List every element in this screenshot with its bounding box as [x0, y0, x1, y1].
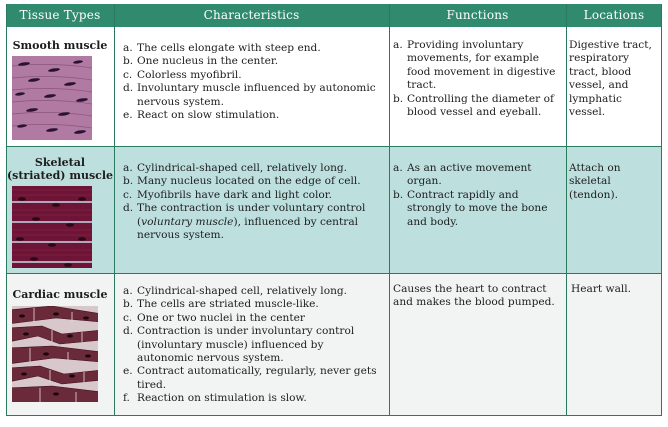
grid-line — [6, 415, 662, 416]
characteristics-list — [123, 42, 381, 122]
list-item: d. Involuntary muscle influenced by autonomic nervous system. — [123, 82, 376, 108]
smooth-muscle-tissue-icon — [12, 56, 92, 140]
list-item: b. Controlling the diameter of blood vessel and eyeball. — [393, 92, 554, 119]
list-item: b. Many nucleus located on the edge of cell. — [123, 175, 361, 188]
list-item: f. Reaction on stimulation is slow. — [123, 392, 307, 405]
grid-line — [6, 273, 662, 274]
header-characteristics: Characteristics — [203, 8, 300, 22]
skeletal-muscle-tissue-icon — [12, 186, 92, 268]
grid-line — [566, 4, 567, 416]
grid-line — [6, 4, 7, 416]
cardiac-muscle-tissue-icon — [12, 306, 98, 402]
list-item: c. Myofibrils have dark and light color. — [123, 188, 333, 201]
header-locations: Locations — [583, 8, 645, 22]
list-item: d. Contraction is under involuntary control (involuntary muscle) influenced by autonomic nervous system. — [123, 325, 355, 365]
functions-list — [393, 162, 558, 229]
list-item: a. Cylindrical-shaped cell, relatively long. — [123, 285, 348, 297]
skeletal-muscle-tissue-image — [12, 186, 92, 268]
list-item: e. Contract automatically, regularly, never gets tired. — [123, 365, 377, 391]
list-item: d. The contraction is under voluntary control (voluntary muscle), influenced by central nervous system. — [123, 202, 366, 242]
grid-line — [661, 4, 662, 416]
locations-text: Attach on skeletal (tendon). — [569, 162, 621, 201]
functions-text: Causes the heart to contract and makes the blood pumped. — [393, 283, 555, 309]
list-item: c. Colorless myofibril. — [123, 68, 242, 81]
list-item: b. The cells are striated muscle-like. — [123, 298, 319, 311]
list-item: a. Providing involuntary movements, for example food movement in digestive tract. — [393, 39, 556, 92]
grid-line — [6, 146, 662, 147]
table-header — [6, 4, 662, 27]
tissue-name: Skeletal (striated) muscle — [6, 156, 114, 182]
list-item: b. One nucleus in the center. — [123, 55, 279, 68]
characteristics-list — [123, 162, 383, 242]
locations-text: Heart wall. — [571, 283, 632, 295]
list-item: c. One or two nuclei in the center — [123, 311, 305, 324]
list-item: e. React on slow stimulation. — [123, 109, 280, 122]
list-item: a. The cells elongate with steep end. — [123, 42, 321, 54]
tissue-name: Cardiac muscle — [12, 288, 108, 301]
functions-list — [393, 39, 558, 119]
grid-line — [114, 4, 115, 416]
list-item: b. Contract rapidly and strongly to move the bone and body. — [393, 188, 548, 228]
list-item: a. As an active movement organ. — [393, 162, 532, 188]
grid-line — [389, 4, 390, 416]
characteristics-list — [123, 285, 383, 406]
list-item: a. Cylindrical-shaped cell, relatively long. — [123, 162, 348, 174]
header-tissue-types: Tissue Types — [19, 8, 101, 22]
cardiac-muscle-tissue-image — [12, 306, 98, 402]
smooth-muscle-tissue-image — [12, 56, 92, 140]
locations-text: Digestive tract, respiratory tract, blood vessel, and lymphatic vessel. — [569, 39, 652, 119]
header-functions: Functions — [446, 8, 509, 22]
tissue-name: Smooth muscle — [12, 39, 108, 52]
